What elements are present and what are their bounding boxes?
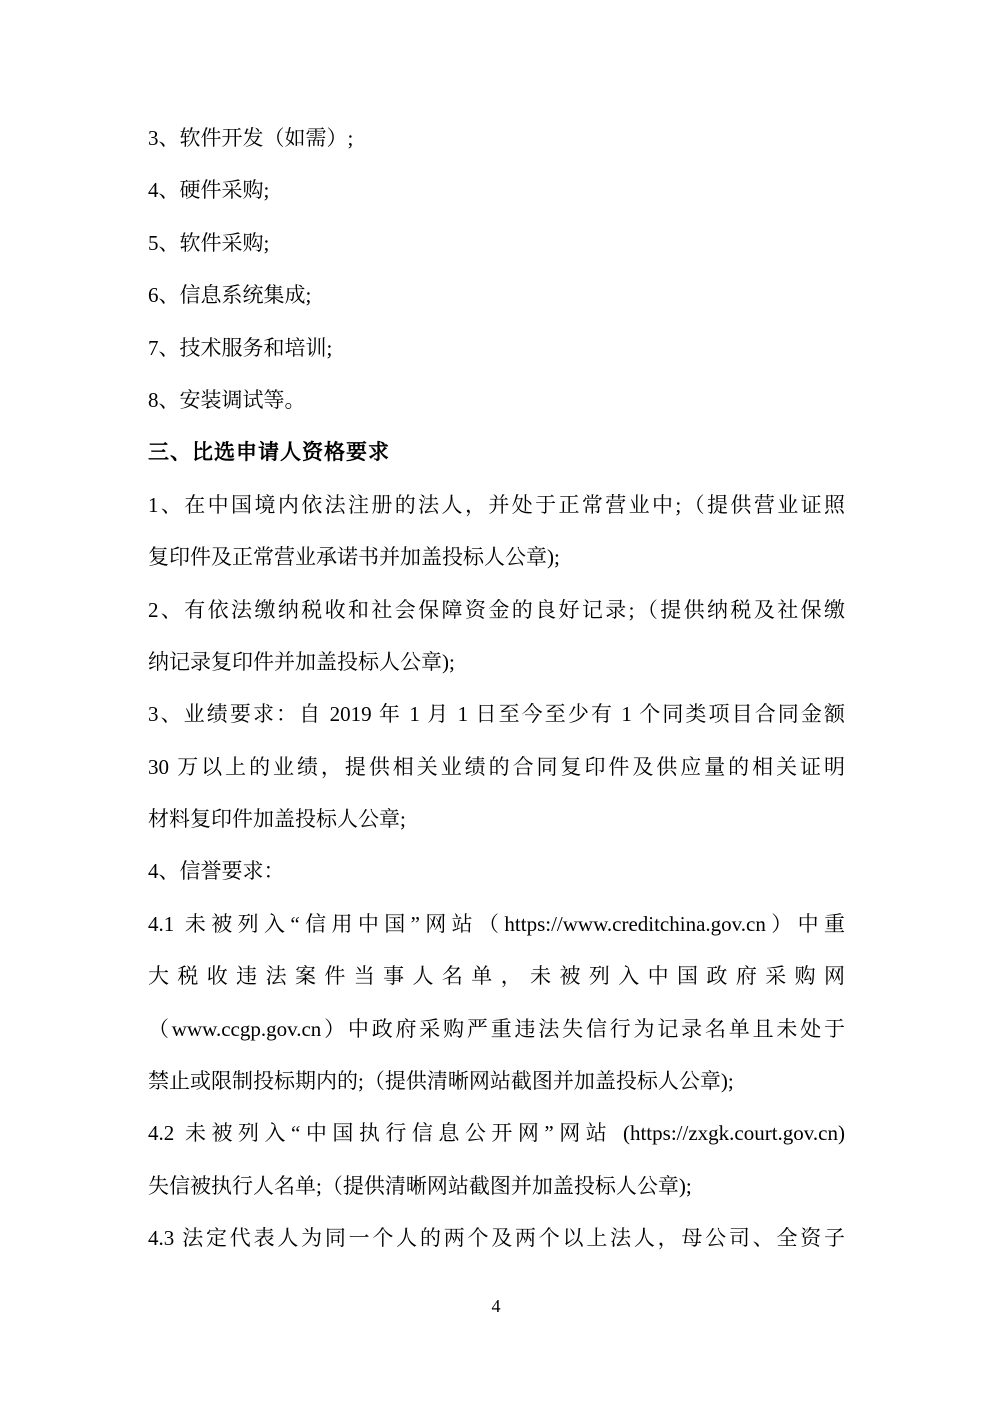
scope-item-tech-service-training: 7、技术服务和培训; xyxy=(148,335,333,360)
para-4-3-legal-rep-line-1: 4.3 法定代表人为同一个人的两个及两个以上法人，母公司、全资子 xyxy=(148,1226,845,1251)
para-4-2-zxgk-line-1: 4.2 未被列入“中国执行信息公开网”网站 (https://zxgk.court.gov.cn) xyxy=(148,1121,845,1146)
para-4-2-zxgk-line-2: 失信被执行人名单;（提供清晰网站截图并加盖投标人公章); xyxy=(148,1173,692,1198)
scope-item-software-development: 3、软件开发（如需）; xyxy=(148,126,354,150)
para-1-line-2: 复印件及正常营业承诺书并加盖投标人公章); xyxy=(148,545,560,570)
document-body xyxy=(148,112,845,1265)
para-1-line-1: 1、在中国境内依法注册的法人，并处于正常营业中;（提供营业证照 xyxy=(148,492,845,517)
page-number: 4 xyxy=(491,1296,501,1316)
scope-item-hardware-procurement: 4、硬件采购; xyxy=(148,178,270,203)
para-3-performance-line-2: 30 万以上的业绩，提供相关业绩的合同复印件及供应量的相关证明 xyxy=(148,754,845,779)
para-2-line-1: 2、有依法缴纳税收和社会保障资金的良好记录;（提供纳税及社保缴 xyxy=(148,597,845,622)
para-2-line-2: 纳记录复印件并加盖投标人公章); xyxy=(148,649,455,674)
para-4-credit-heading: 4、信誉要求： xyxy=(148,859,285,884)
para-4-1-creditchina-line-3: （www.ccgp.gov.cn）中政府采购严重违法失信行为记录名单且未处于 xyxy=(148,1016,845,1041)
para-3-performance-line-3: 材料复印件加盖投标人公章; xyxy=(148,807,406,832)
scope-item-software-procurement: 5、软件采购; xyxy=(148,230,270,255)
para-4-1-creditchina-line-1: 4.1 未被列入“信用中国”网站（https://www.creditchina.gov.cn）中重 xyxy=(148,911,845,936)
para-4-1-creditchina-line-4: 禁止或限制投标期内的;（提供清晰网站截图并加盖投标人公章); xyxy=(148,1069,734,1094)
para-3-performance-line-1: 3、业绩要求：自 2019 年 1 月 1 日至今至少有 1 个同类项目合同金额 xyxy=(148,702,845,727)
scope-item-installation-debugging: 8、安装调试等。 xyxy=(148,387,306,412)
para-4-1-creditchina-line-2: 大税收违法案件当事人名单，未被列入中国政府采购网 xyxy=(148,964,845,989)
section-heading-applicant-qualification: 三、比选申请人资格要求 xyxy=(148,440,390,465)
scope-item-system-integration: 6、信息系统集成; xyxy=(148,283,312,308)
